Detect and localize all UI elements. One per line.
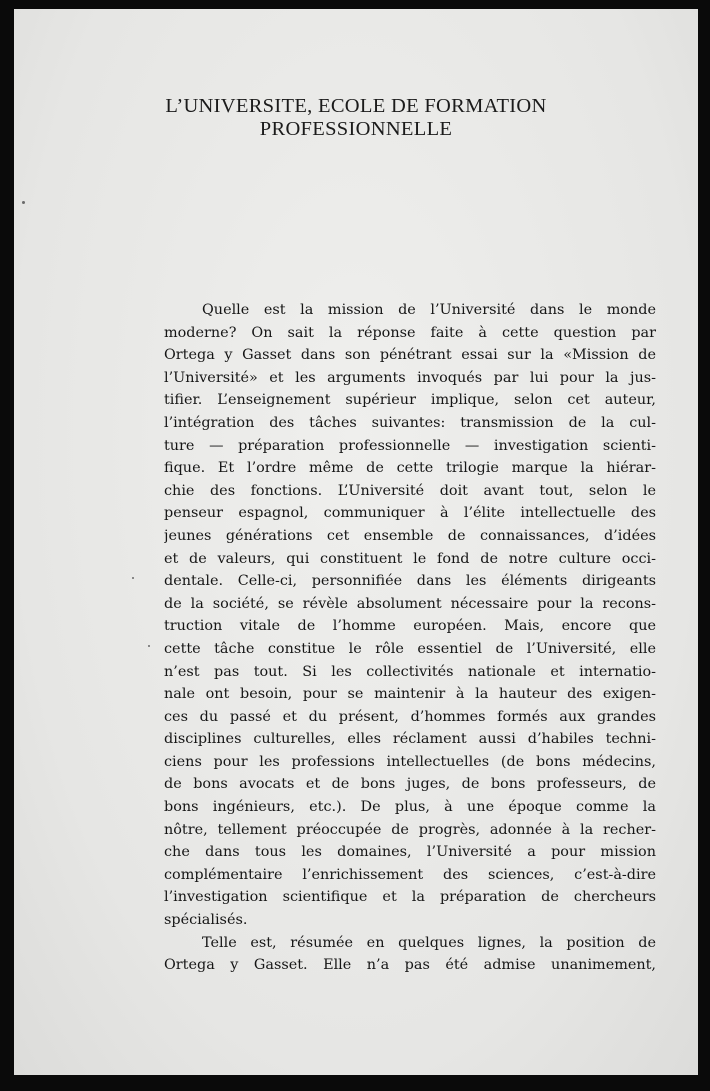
text-line: truction vitale de l’homme européen. Mais, encore que — [164, 618, 656, 635]
text-line: Ortega y Gasset dans son pénétrant essai sur la «Mission de — [164, 347, 656, 364]
scan-speck — [148, 645, 150, 647]
text-line: ture — préparation professionnelle — investigation scienti- — [164, 437, 656, 454]
document-title — [14, 95, 698, 141]
body-text — [164, 299, 656, 977]
text-line: dentale. Celle-ci, personnifiée dans les éléments dirigeants — [164, 573, 656, 590]
text-line: l’intégration des tâches suivantes: transmission de la cul- — [164, 414, 656, 431]
title-line-1: L’UNIVERSITE, ECOLE DE FORMATION — [165, 95, 547, 117]
text-line: ces du passé et du présent, d’hommes formés aux grandes — [164, 708, 656, 725]
title-line-2: PROFESSIONNELLE — [259, 118, 453, 140]
text-line: fique. Et l’ordre même de cette trilogie marque la hiérar- — [164, 460, 656, 477]
text-line: et de valeurs, qui constituent le fond de notre culture occi- — [164, 550, 656, 567]
text-line: l’investigation scientifique et la préparation de chercheurs — [164, 889, 656, 906]
text-line: nale ont besoin, pour se maintenir à la hauteur des exigen- — [164, 686, 656, 703]
text-line: ciens pour les professions intellectuelles (de bons médecins, — [164, 753, 656, 770]
text-line: n’est pas tout. Si les collectivités nationale et internatio- — [164, 663, 656, 680]
text-line: l’Université» et les arguments invoqués par lui pour la jus- — [164, 369, 656, 386]
text-line: complémentaire l’enrichissement des sciences, c’est-à-dire — [164, 866, 656, 883]
text-line: cette tâche constitue le rôle essentiel de l’Université, elle — [164, 640, 656, 657]
document-page — [14, 9, 698, 1075]
text-line: moderne? On sait la réponse faite à cette question par — [164, 324, 656, 341]
text-line: Ortega y Gasset. Elle n’a pas été admise unanimement, — [164, 957, 656, 974]
text-line: spécialisés. — [164, 912, 248, 929]
text-line: Telle est, résumée en quelques lignes, la position de — [202, 934, 656, 951]
text-line: bons ingénieurs, etc.). De plus, à une époque comme la — [164, 799, 656, 816]
text-line: disciplines culturelles, elles réclament aussi d’habiles techni- — [164, 731, 656, 748]
text-line: che dans tous les domaines, l’Université a pour mission — [164, 844, 656, 861]
text-line: jeunes générations cet ensemble de connaissances, d’idées — [164, 527, 656, 544]
text-line: de la société, se révèle absolument nécessaire pour la recons- — [164, 595, 656, 612]
text-line: penseur espagnol, communiquer à l’élite intellectuelle des — [164, 505, 656, 522]
text-line: de bons avocats et de bons juges, de bons professeurs, de — [164, 776, 656, 793]
scan-speck — [132, 577, 134, 579]
text-line: tifier. L’enseignement supérieur implique, selon cet auteur, — [164, 392, 656, 409]
text-line: nôtre, tellement préoccupée de progrès, adonnée à la recher- — [164, 821, 656, 838]
text-line: Quelle est la mission de l’Université dans le monde — [202, 302, 656, 318]
text-line: chie des fonctions. L’Université doit avant tout, selon le — [164, 482, 656, 499]
scan-speck — [22, 201, 25, 204]
